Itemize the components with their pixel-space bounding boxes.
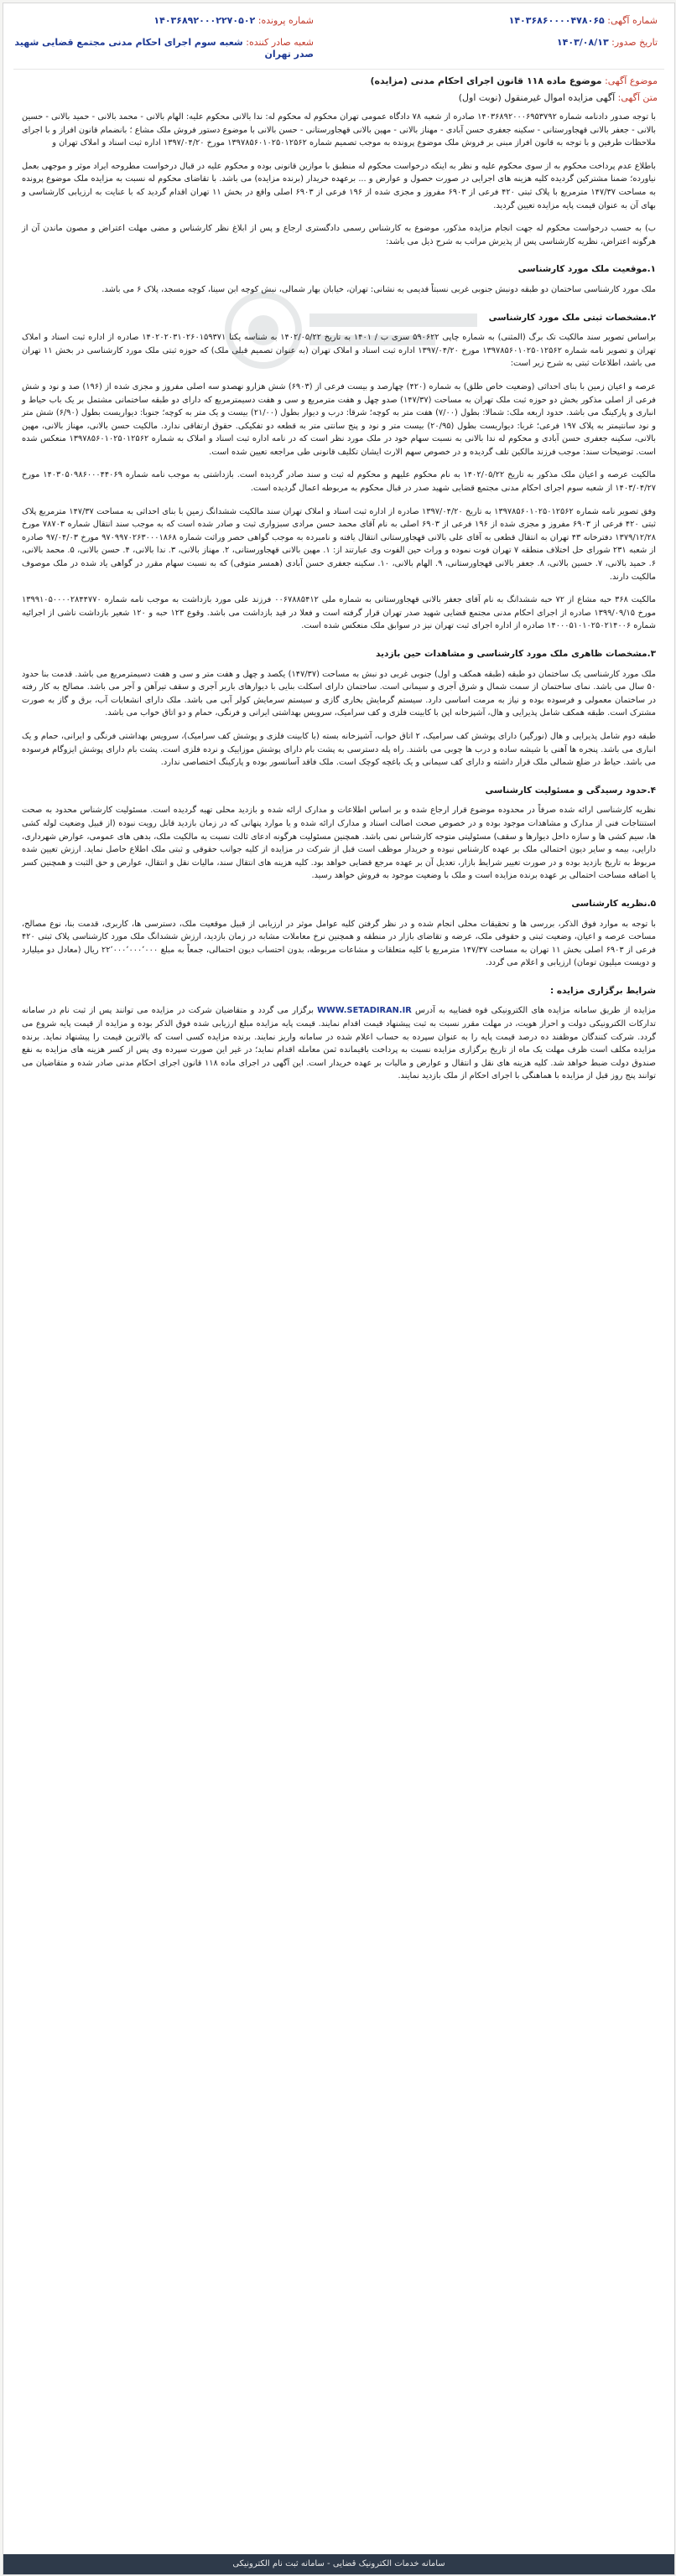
section-5-text: با توجه به موارد فوق الذکر، بررسی ها و تحقیقات محلی انجام شده و در نظر گرفتن کلیه عوامل موثر در ارزیابی از قبیل موقعیت ملک، دسترسی ها، کاربری، قدمت بنا، نوع مصالح، مساحت عرصه و اعیان، وضعیت ثبتی و حقوقی ملک، عرضه و تقاضای بازار در منطقه و همچنین نرخ معاملات مشابه در زمان بازدید، ارزش ششدانگ ملک مورد کارشناسی پلاک ثبتی ۴۲۰ فرعی از ۶۹۰۳ اصلی بخش ۱۱ تهران به مساحت ۱۴۷/۳۷ مترمربع با کلیه متعلقات و مشاعات مربوطه، بدون احتساب دیون احتمالی، جمعاً به مبلغ ۲۲٬۰۰۰٬۰۰۰٬۰۰۰ ریال (معادل دو میلیارد و دویست میلیون تومان) ارزیابی و اعلام می گردد. — [22, 919, 656, 968]
notice-page — [3, 3, 675, 2575]
section-2-text-2: عرصه و اعیان زمین با بنای احداثی (وضعیت خاص طلق) به شماره (۴۲۰) چهارصد و بیست فرعی از (۶۹۰۳) شش هزارو نهصدو سه اصلی مفروز و مجزی شده از (۱۹۶) صد و نود و شش فرعی از اصلی مذکور بخش دو حوزه ثبت ملک تهران به مساحت (۱۴۷/۳۷) صدو چهل و هفت مترمربع و سی و هفت دسیمترمربع که دارای دو طبقه ساختمانی مشتمل بر یک باب حیاط و انباری و پارکینگ می باشد. حدود اربعه ملک: شمالا: بطول (۷/۰۰) هفت متر به کوچه؛ شرقا: درب و دیوار بطول (۲۱/۰۰) بیست و یک متر به کوچه؛ جنوبا: دیواریست بطول (۶/۹۰) شش متر و نود سانتیمتر به پلاک ۱۹۷ فرعی؛ غربا: دیواریست بطول (۲۰/۹۵) بیست متر و نود و پنج سانتی متر به قطعه دو تفکیکی. حقوق ارتفاقی ندارد. مالکیت حسن بالانی، مهناز بالانی، مهین بالانی، سکینه جعفری حسن آبادی و محکوم له ندا بالانی به نسبت سهام خود در ملک مورد نظر است که در نامه اداره ثبت اسناد و املاک به شماره ۱۳۹۷۸۵۶۰۱۰۲۵۰۱۲۵۶۲ منعکس شده است. توضیحات سند: موجب فرزند مالکین تلف گردیده و در خصوص سهم الارث ایشان تکلیف قانونی طی مراجعه تعیین شده است. — [22, 381, 657, 457]
section-4-title: ۴.حدود رسیدگی و مسئولیت کارشناسی — [485, 785, 656, 796]
footer-text: سامانه خدمات الکترونیک قضایی - سامانه ثبت نام الکترونیکی — [232, 2559, 445, 2568]
notice-topic-label: موضوع آگهی: — [605, 75, 658, 86]
intro-paragraph: با توجه صدور دادنامه شماره ۱۴۰۳۶۸۹۲۰۰۰۶۹۵۳۷۹۲ صادره از شعبه ۷۸ دادگاه عمومی تهران محکوم له محکوم له: ندا بالانی محکوم علیه: الهام بالانی - محمد بالانی - حمید بالانی - حسین بالانی - جعفر بالانی قهجاورستانی - سکینه جعفری حسن آبادی - مهناز بالانی - مهین بالانی قهجاورستانی - حسن بالانی با موضوع دستور فروش ملک مشاع ؛ بانضمام قانون افراز و با اجرای ملاحظات طرفین و با توجه به قانون افراز مبنی بر فروش ملک موضوع پرونده به موجب تصمیم شماره ۱۳۹۷۸۵۶۰۱۰۲۵۰۱۲۵۶۲ مورخ ۱۳۹۷/۰۴/۲۰ اداره ثبت اسناد و املاک تهران و — [22, 112, 657, 148]
notice-number-row — [509, 15, 658, 27]
section-3-title: ۳.مشخصات ظاهری ملک مورد کارشناسی و مشاهدات حین بازدید — [376, 649, 656, 659]
section-1-title: ۱.موقعیت ملک مورد کارشناسی — [517, 264, 656, 275]
issue-date-label: تاریخ صدور: — [611, 37, 658, 48]
notice-topic-row — [221, 75, 658, 86]
section-2-text-1: براساس تصویر سند مالکیت تک برگ (المثنی) به شماره چاپی ۵۹۰۶۲۲ سری ب / ۱۴۰۱ به تاریخ ۱۴۰۲/۰۵/۲۲ به شناسه یکتا ۱۴۰۲۰۲۰۳۱۰۲۶۰۱۵۹۳۷۱ صادره از اداره ثبت اسناد و املاک تهران و تصویر نامه شماره ۱۳۹۷۸۵۶۰۱۰۲۵۰۱۲۵۶۲ مورخ ۱۳۹۷/۰۴/۲۰ اداره ثبت اسناد و املاک تهران (به عنوان تصمیم قبلی ملک) که حوزه ثبتی ملک مورد کارشناسی در بخش ۱۱ تهران می باشد، اطلاعات ثبتی به شرح زیر است: — [22, 333, 656, 369]
setadiran-link[interactable]: WWW.SETADIRAN.IR — [317, 1006, 412, 1016]
issuing-branch-row — [12, 37, 314, 60]
paragraph-3: ب) به حسب درخواست محکوم له جهت انجام مزایده مذکور، موضوع به کارشناس رسمی دادگستری ارجاع و پس از ابلاغ نظر کارشناس و مضی مهلت اعتراض و مصون ماندن آن از هرگونه اعتراض، نظریه کارشناسی پس از پذیرش مراتب به شرح ذیل می باشد: — [22, 224, 656, 246]
section-6-title: شرایط برگزاری مزایده : — [549, 985, 656, 996]
issuing-branch: شعبه سوم اجرای احکام مدنی مجتمع قضایی شهید صدر تهران — [14, 37, 314, 60]
paragraph-2: باطلاع عدم پرداخت محکوم به از سوی محکوم علیه و نظر به اینکه درخواست محکوم له منطبق با موازین قانونی بوده و محکوم علیه در قبال درخواست مطروحه ایراد موثر و موجهی بعمل نیاورده؛ ضمنا مشترکین گردیده کلیه هزینه های اجرایی در صورت حصول و عوارض و ... برعهده خریدار (برنده مزایده) می باشد. با تقاضای محکوم له نسبت به مزایده ملک موضوع پرونده به مساحت ۱۴۷/۳۷ مترمربع با پلاک ثبتی ۴۲۰ فرعی از ۶۹۰۳ مفروز و مجزی شده از ۱۹۶ فرعی از ۶۹۰۳ اصلی واقع در بخش ۱۱ تهران اقدام گردید که با عنایت به ارزیابی کارشناسی و بهای آن به عنوان قیمت پایه مزایده تعیین گردید. — [22, 161, 656, 210]
section-5-title: ۵.نظریه کارشناسی — [571, 898, 656, 909]
ad-title: آگهی مزایده اموال غیرمنقول (نوبت اول) — [458, 92, 616, 103]
section-6-text-1: مزایده از طریق سامانه مزایده های الکترونیکی قوه قضاییه به آدرس — [415, 1006, 656, 1016]
notice-number-label: شماره آگهی: — [607, 15, 658, 26]
section-2-text-4: وفق تصویر نامه شماره ۱۳۹۷۸۵۶۰۱۰۲۵۰۱۲۵۶۲ به تاریخ ۱۳۹۷/۰۴/۲۰ صادره از اداره ثبت اسناد و املاک تهران سند مالکیت ششدانگ زمین با بنای احداثی به مساحت ۱۴۷/۳۷ مترمربع پلاک ثبتی ۴۲۰ فرعی از ۶۹۰۳ مفروز و مجزی شده از ۱۹۶ فرعی از ۶۹۰۳ اصلی به نام آقای محمد حسن مرادی سبزواری ثبت و صادر شده است که به موجب سند انتقال شماره ۷۸۷۰۳ مورخ ۱۳۷۹/۱۲/۲۸ دفترخانه ۴۳ تهران به انتقال قطعی به آقای علی بالانی قهجاورستانی انتقال یافته و نامبرده به موجب گواهی حصر وراثت شماره ۹۷۰۹۹۷۰۲۶۳۰۰۰۱۸۶۸ مورخ ۹۷/۰۴/۰۳ صادره از شعبه ۲۳۱ شورای حل اختلاف منطقه ۷ تهران فوت نموده و وراث حین الفوت وی عبارتند از: ۱. مهین بالانی قهجاورستانی، ۲. مهناز بالانی، ۳. ندا بالانی، ۴. حسن بالانی، ۵. محمد بالانی، ۶. حمید بالانی، ۷. حسین بالانی، ۸. جعفر بالانی قهجاورستانی، ۹. الهام بالانی، ۱۰. سکینه جعفری حسن آبادی (همسر متوفی) که به نسبت سهام مقرر در گواهی یاد شده در ملک موصوف مالکیت دارند. — [22, 506, 657, 582]
ad-text-label: متن آگهی: — [617, 92, 658, 103]
file-number: ۱۴۰۳۶۸۹۲۰۰۰۲۲۷۰۵۰۲ — [153, 15, 256, 26]
notice-topic: موضوع ماده ۱۱۸ قانون اجرای احکام مدنی (مزایده) — [370, 75, 602, 86]
section-4-text: نظریه کارشناسی ارائه شده صرفاً در محدوده موضوع قرار ارجاع شده و بر اساس اطلاعات و مدارک ارائه شده و بازدید محلی تهیه گردیده است. مسئولیت کارشناس محدود به صحت استنتاجات فنی از مدارک و مشاهدات موجود بوده و در خصوص صحت اصالت اسناد و مدارک ارائه شده و یا موارد پنهانی که در زمان بازدید قابل رویت نبوده (از قبیل وضعیت لوله کشی ها، سیم کشی ها و سازه داخل دیوارها و سقف) مسئولیتی متوجه کارشناس نمی باشد. همچنین مسئولیت هرگونه ادعای ثالث نسبت به مالکیت ملک، بدهی های عمومی، عوارض شهرداری، دارایی، بیمه و سایر دیون احتمالی ملک بر عهده کارشناس نبوده و خریدار موظف است قبل از شرکت در مزایده از کلیه جوانب حقوقی و ثبتی ملک اطلاع حاصل نماید. ارزش تعیین شده مربوط به تاریخ بازدید بوده و در صورت تغییر شرایط بازار، تعدیل آن بر عهده مرجع قضایی خواهد بود. کلیه هزینه های انتقال سند، مالیات نقل و انتقال، عوارض و حق الثبت و همچنین کسر یا اضافه مساحت احتمالی بر عهده برنده مزایده است و ملک با وضعیت موجود به فروش خواهد رسید. — [22, 806, 656, 881]
section-6-text-2: برگزار می گردد و متقاضیان شرکت در مزایده می توانند پس از ثبت نام در سامانه تدارکات الکترونیکی دولت و احراز هویت، در مهلت مقرر نسبت به ثبت پیشنهاد قیمت اقدام نمایند. قیمت پایه مزایده مبلغ ارزیابی شده فوق الذکر بوده و مزایده از قیمت پایه شروع می گردد. شرکت کنندگان موظفند ده درصد قیمت پایه را به عنوان سپرده به حساب اعلام شده در سامانه واریز نمایند. برنده مزایده کسی است که بالاترین قیمت را پیشنهاد نماید. برنده مزایده مکلف است ظرف مهلت یک ماه از تاریخ برگزاری مزایده نسبت به پرداخت باقیمانده ثمن معامله اقدام نماید؛ در غیر این صورت سپرده وی پس از کسر هزینه های مزایده به نفع صندوق دولت ضبط خواهد شد. کلیه هزینه های نقل و انتقال و عوارض و مالیات بر عهده خریدار است. این آگهی در اجرای ماده ۱۱۸ قانون اجرای احکام مدنی صادر شده و متقاضیان می توانند پنج روز قبل از مزایده با هماهنگی با اجرای احکام از ملک بازدید نمایند. — [22, 1006, 657, 1081]
section-2-title: ۲.مشخصات ثبتی ملک مورد کارشناسی — [488, 312, 656, 323]
section-6-text — [22, 1004, 656, 1083]
section-2-text-3: مالکیت عرصه و اعیان ملک مذکور به تاریخ ۱۴۰۲/۰۵/۲۲ به نام محکوم علیهم و محکوم له ثبت و سند صادر گردیده است. بازداشتی به موجب نامه شماره ۱۴۰۳۰۵۰۹۸۶۰۰۰۴۴۰۶۹ مورخ ۱۴۰۳/۰۴/۲۷ از شعبه سوم اجرای احکام مدنی مجتمع قضایی شهید صدر در قبال محکوم به مربوطه اعمال گردیده است. — [22, 470, 656, 494]
section-2-text-5: مالکیت ۳۶۸ حبه مشاع از ۷۲ حبه ششدانگ به نام آقای جعفر بالانی قهجاورستانی به شماره ملی ۰۰۶۷۸۸۵۴۱۲ فرزند علی مورد بازداشت به موجب نامه شماره ۱۳۹۹۱۰۵۰۰۰۰۲۸۴۴۷۷۰ مورخ ۱۳۹۹/۰۹/۱۵ صادره از اجرای احکام مدنی مجتمع قضایی شهید صدر تهران قرار گرفته است و فعلا در قید بازداشت می باشد. وقوع ۱۲۳ حبه و ۱۲۰ شعیر بازداشت ناشی از اجرائیه شماره ۱۴۰۰۰۵۱۰۱۰۲۵۰۲۱۴۰۰۶ صادره از اداره اجرای ثبت تهران نیز در سوابق ملک منعکس شده است. — [22, 595, 656, 631]
notice-number: ۱۴۰۳۶۸۶۰۰۰۰۴۷۸۰۶۵ — [508, 15, 605, 26]
ad-title-row — [221, 92, 658, 103]
issuing-branch-label: شعبه صادر کننده: — [246, 37, 314, 48]
footer-bar — [3, 2554, 674, 2574]
file-number-label: شماره پرونده: — [257, 15, 314, 26]
section-3-text-2: طبقه دوم شامل پذیرایی و هال (نورگیر) دارای پوشش کف سرامیک، ۲ اتاق خواب، آشپزخانه بسته (با کابینت فلزی و پوشش کف سرامیک)، سرویس بهداشتی فرنگی و ایرانی، حمام و یک انباری می باشد. پنجره ها آهنی با شیشه ساده و درب ها چوبی می باشند. راه پله دسترسی به پشت بام دارای پوشش موزاییک و نرده فلزی است. پشت بام دارای پوشش ایزوگام فرسوده می باشد. حیاط در ضلع شمالی ملک قرار داشته و دارای کف سیمانی و یک باغچه کوچک است. ملک فاقد آسانسور بوده و پارکینگ اختصاصی ندارد. — [22, 731, 656, 768]
issue-date-row — [557, 37, 658, 49]
issue-date: ۱۴۰۳/۰۸/۱۳ — [556, 37, 609, 48]
file-number-row — [153, 15, 314, 27]
notice-body — [22, 111, 656, 1093]
section-1-text: ملک مورد کارشناسی ساختمان دو طبقه دونبش جنوبی غربی نسبتاً قدیمی به نشانی: تهران، خیابان بهار شمالی، نبش کوچه ابن سینا، کوچه مسجد، پلاک ۶ می باشد. — [101, 284, 656, 294]
section-3-text-1: ملک مورد کارشناسی یک ساختمان دو طبقه (طبقه همکف و اول) جنوبی غربی دو نبش به مساحت (۱۴۷/۳۷) یکصد و چهل و هفت متر و سی و هفت دسیمترمربع می باشد. قدمت بنا حدود ۵۰ سال می باشد. نمای ساختمان از سمت شمال و شرق آجری و سیمانی است. ساختمان دارای اسکلت بنایی با دیوارهای باربر آجری و سقف تیرآهن و آجر می باشد. مصالح به کار رفته در ساختمان معمولی و فرسوده بوده و نیاز به مرمت اساسی دارد. سیستم گرمایش بخاری گازی و سیستم سرمایش کولر آبی می باشد. ملک دارای انشعابات آب، برق و گاز به صورت مشترک است. طبقه همکف شامل پذیرایی و هال، آشپزخانه اپن با کابینت فلزی و کف سرامیک، سرویس بهداشتی ایرانی و فرنگی، حمام و دو اتاق خواب می باشد. — [22, 669, 657, 718]
header-divider — [13, 69, 664, 70]
